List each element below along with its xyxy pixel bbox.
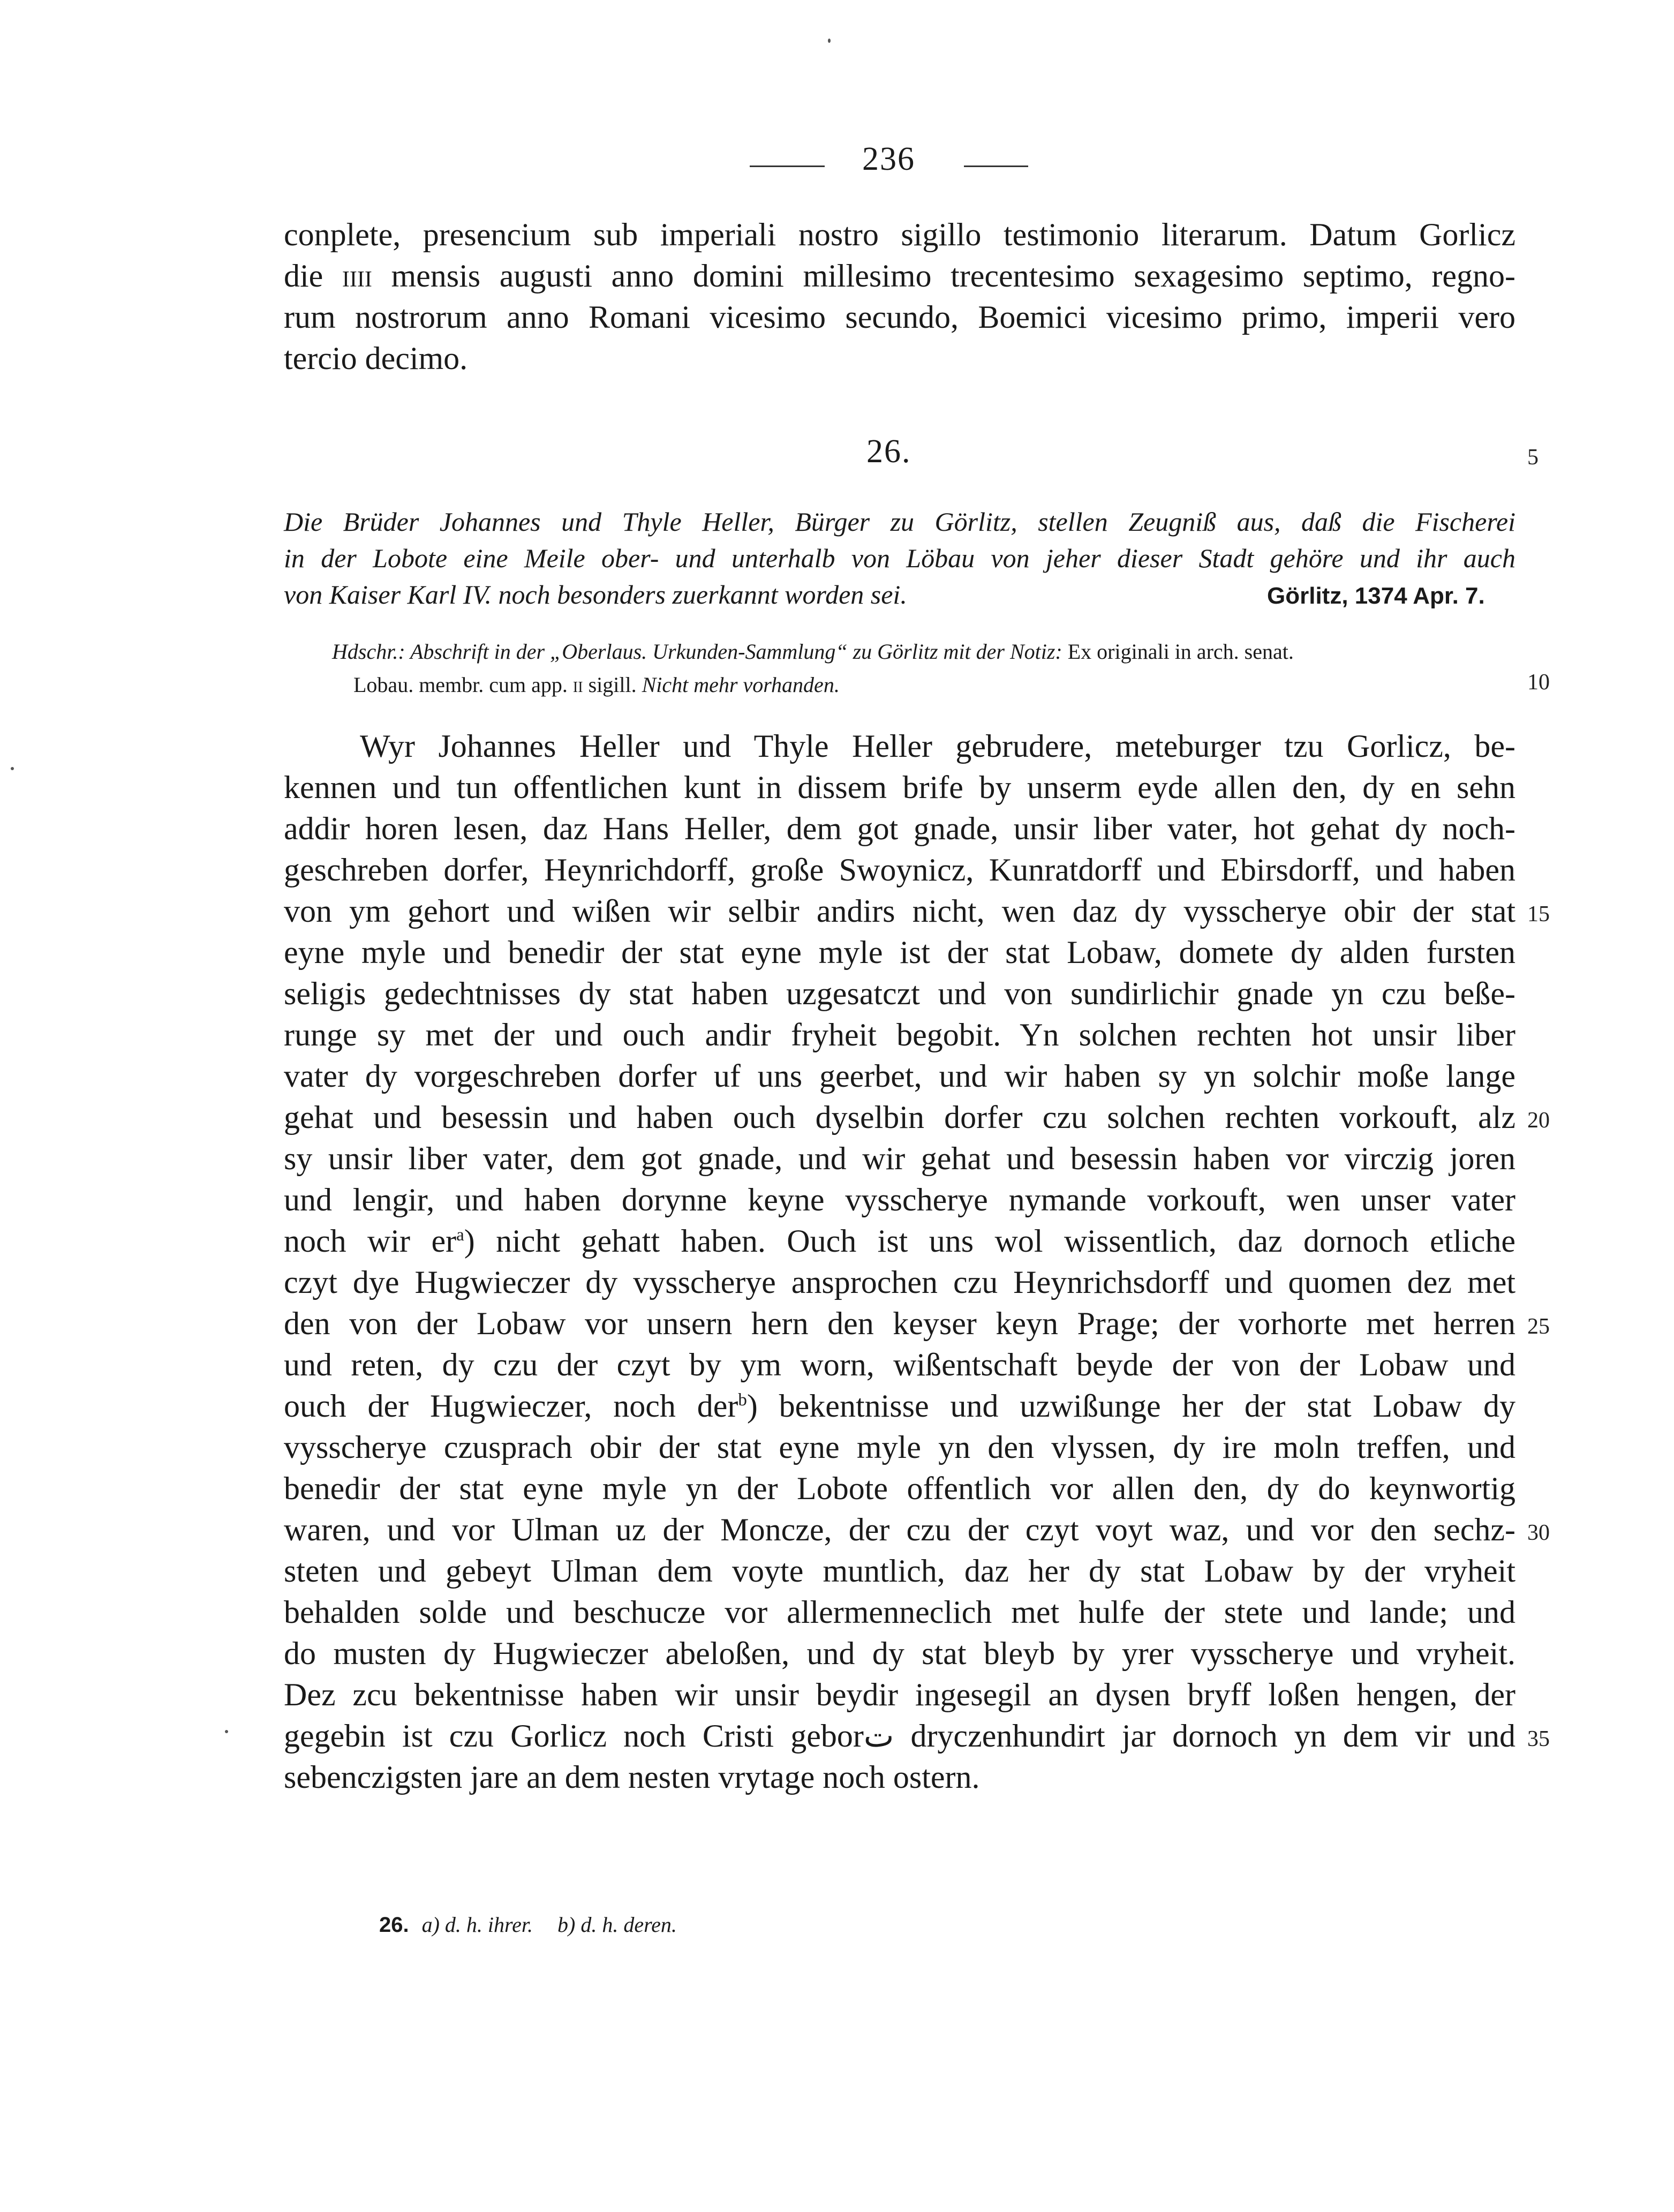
text-line: rum nostrorum anno Romani vicesimo secundo, Boemici vicesimo primo, imperii vero (284, 299, 1515, 335)
source-note-line: Lobau. membr. cum app. ii sigill. Nicht mehr vorhanden. (353, 673, 840, 697)
text-line: den von der Lobaw vor unsern hern den keyser keyn Prage; der vorhorte met herren (284, 1306, 1515, 1341)
line-number: 25 (1527, 1314, 1550, 1339)
text-line: behalden solde und beschucze vor allermenneclich met hulfe der stete und lande; und (284, 1594, 1515, 1630)
text-line: noch wir $er^a$) nicht gehatt haben. Ouch ist uns wol wissentlich, daz dornoch etliche (284, 1223, 1515, 1259)
text-line: sy unsir liber vater, dem got gnade, und wir gehat und besessin haben vor virczig joren (284, 1141, 1515, 1176)
text-line: conplete, presencium sub imperiali nostro sigillo testimonio literarum. Datum Gorlicz (284, 217, 1515, 252)
text-line: seligis gedechtnisses dy stat haben uzgesatczt und von sundirlichir gnade yn czu beße- (284, 976, 1515, 1011)
footnote-b: b) d. h. deren. (557, 1913, 677, 1937)
line-number: 20 (1527, 1108, 1550, 1133)
place-date: Görlitz, 1374 Apr. 7. (1267, 583, 1485, 609)
text-line: waren, und vor Ulman uz der Moncze, der czu der czyt voyt waz, und vor den sechz- (284, 1512, 1515, 1547)
line-number: 10 (1527, 670, 1550, 695)
text-line: runge sy met der und ouch andir fryheit begobit. Yn solchen rechten hot unsir liber (284, 1017, 1515, 1052)
scan-speck (225, 1730, 228, 1733)
footnote-marker-a: a (456, 1225, 464, 1245)
text-line: Dez zcu bekentnisse haben wir unsir beydir ingesegil an dysen bryff loßen hengen, der (284, 1677, 1515, 1712)
text-line: geschreben dorfer, Heynrichdorff, große Swoynicz, Kunratdorff und Ebirsdorff, und haben (284, 852, 1515, 887)
text-line: eyne myle und benedir der stat eyne myle ist der stat Lobaw, domete dy alden fursten (284, 935, 1515, 970)
header-rule-left (750, 165, 825, 167)
text-line: steten und gebeyt Ulman dem voyte muntlich, daz her dy stat Lobaw by der vryheit (284, 1553, 1515, 1589)
footnote-number: 26. (379, 1913, 409, 1937)
line-number: 35 (1527, 1727, 1550, 1751)
footnote-marker-b: b (738, 1390, 747, 1410)
source-note-line: Hdschr.: Abschrift in der „Oberlaus. Urkunden-Sammlung“ zu Görlitz mit der Notiz: Ex originali in arch. senat. (332, 639, 1294, 664)
scan-speck (828, 39, 831, 43)
text-line: kennen und tun offentlichen kunt in dissem brife by unserm eyde allen den, dy en sehn (284, 770, 1515, 805)
text-line: vysscherye czusprach obir der stat eyne myle yn den vlyssen, dy ire moln treffen, und (284, 1429, 1515, 1465)
line-number: 30 (1527, 1521, 1550, 1545)
header-rule-right (964, 165, 1028, 167)
line-number: 5 (1527, 445, 1539, 470)
document-number: 26. (866, 433, 911, 470)
text-line: gehat und besessin und haben ouch dyselbin dorfer czu solchen rechten vorkouft, alz (284, 1100, 1515, 1135)
text-line: czyt dye Hugwieczer dy vysscherye ansprochen czu Heynrichsdorff und quomen dez met (284, 1265, 1515, 1300)
text-line: tercio decimo. (284, 341, 468, 376)
text-line: ouch der Hugwieczer, noch der$^b$) bekentnisse und uzwißunge her der stat Lobaw dy (284, 1388, 1516, 1424)
footnote-a: a) d. h. ihrer. (421, 1913, 533, 1937)
regest-line: Die Brüder Johannes und Thyle Heller, Bürger zu Görlitz, stellen Zeugniß aus, daß die Fischerei (284, 507, 1515, 537)
text-line: sebenczigsten jare an dem nesten vrytage noch ostern. (284, 1759, 980, 1795)
text-line: Wyr Johannes Heller und Thyle Heller gebrudere, meteburger tzu Gorlicz, be- (360, 728, 1515, 764)
regest-line: in der Lobote eine Meile ober- und unterhalb von Löbau von jeher dieser Stadt gehöre und ihr auch (284, 543, 1515, 573)
footnote (379, 1912, 677, 1937)
text-line: von ym gehort und wißen wir selbir andirs nicht, wen daz dy vysscherye obir der stat (284, 893, 1515, 929)
line-number: 15 (1527, 902, 1550, 927)
text-line: do musten dy Hugwieczer abeloßen, und dy stat bleyb by yrer vysscherye und vryheit. (284, 1636, 1515, 1671)
text-line: und lengir, und haben dorynne keyne vysscherye nymande vorkouft, wen unser vater (284, 1182, 1515, 1217)
page-number: 236 (862, 141, 915, 177)
text-line: gegebin ist czu Gorlicz noch Cristi geborت dryczenhundirt jar dornoch yn dem vir und (284, 1718, 1515, 1754)
roman-numeral: iiii (342, 258, 372, 294)
text-line: vater dy vorgeschreben dorfer uf uns geerbet, und wir haben sy yn solchir moße lange (284, 1058, 1515, 1094)
scan-speck (11, 767, 14, 770)
text-line: addir horen lesen, daz Hans Heller, dem got gnade, unsir liber vater, hot gehat dy noch- (284, 811, 1515, 846)
text-line: und reten, dy czu der czyt by ym worn, wißentschaft beyde der von der Lobaw und (284, 1347, 1515, 1382)
text-line: benedir der stat eyne myle yn der Lobote offentlich vor allen den, dy do keynwortig (284, 1471, 1515, 1506)
text-line: die iiii mensis augusti anno domini millesimo trecentesimo sexagesimo septimo, regno- (284, 258, 1515, 294)
regest-line: von Kaiser Karl IV. noch besonders zuerkannt worden sei. (284, 580, 907, 610)
